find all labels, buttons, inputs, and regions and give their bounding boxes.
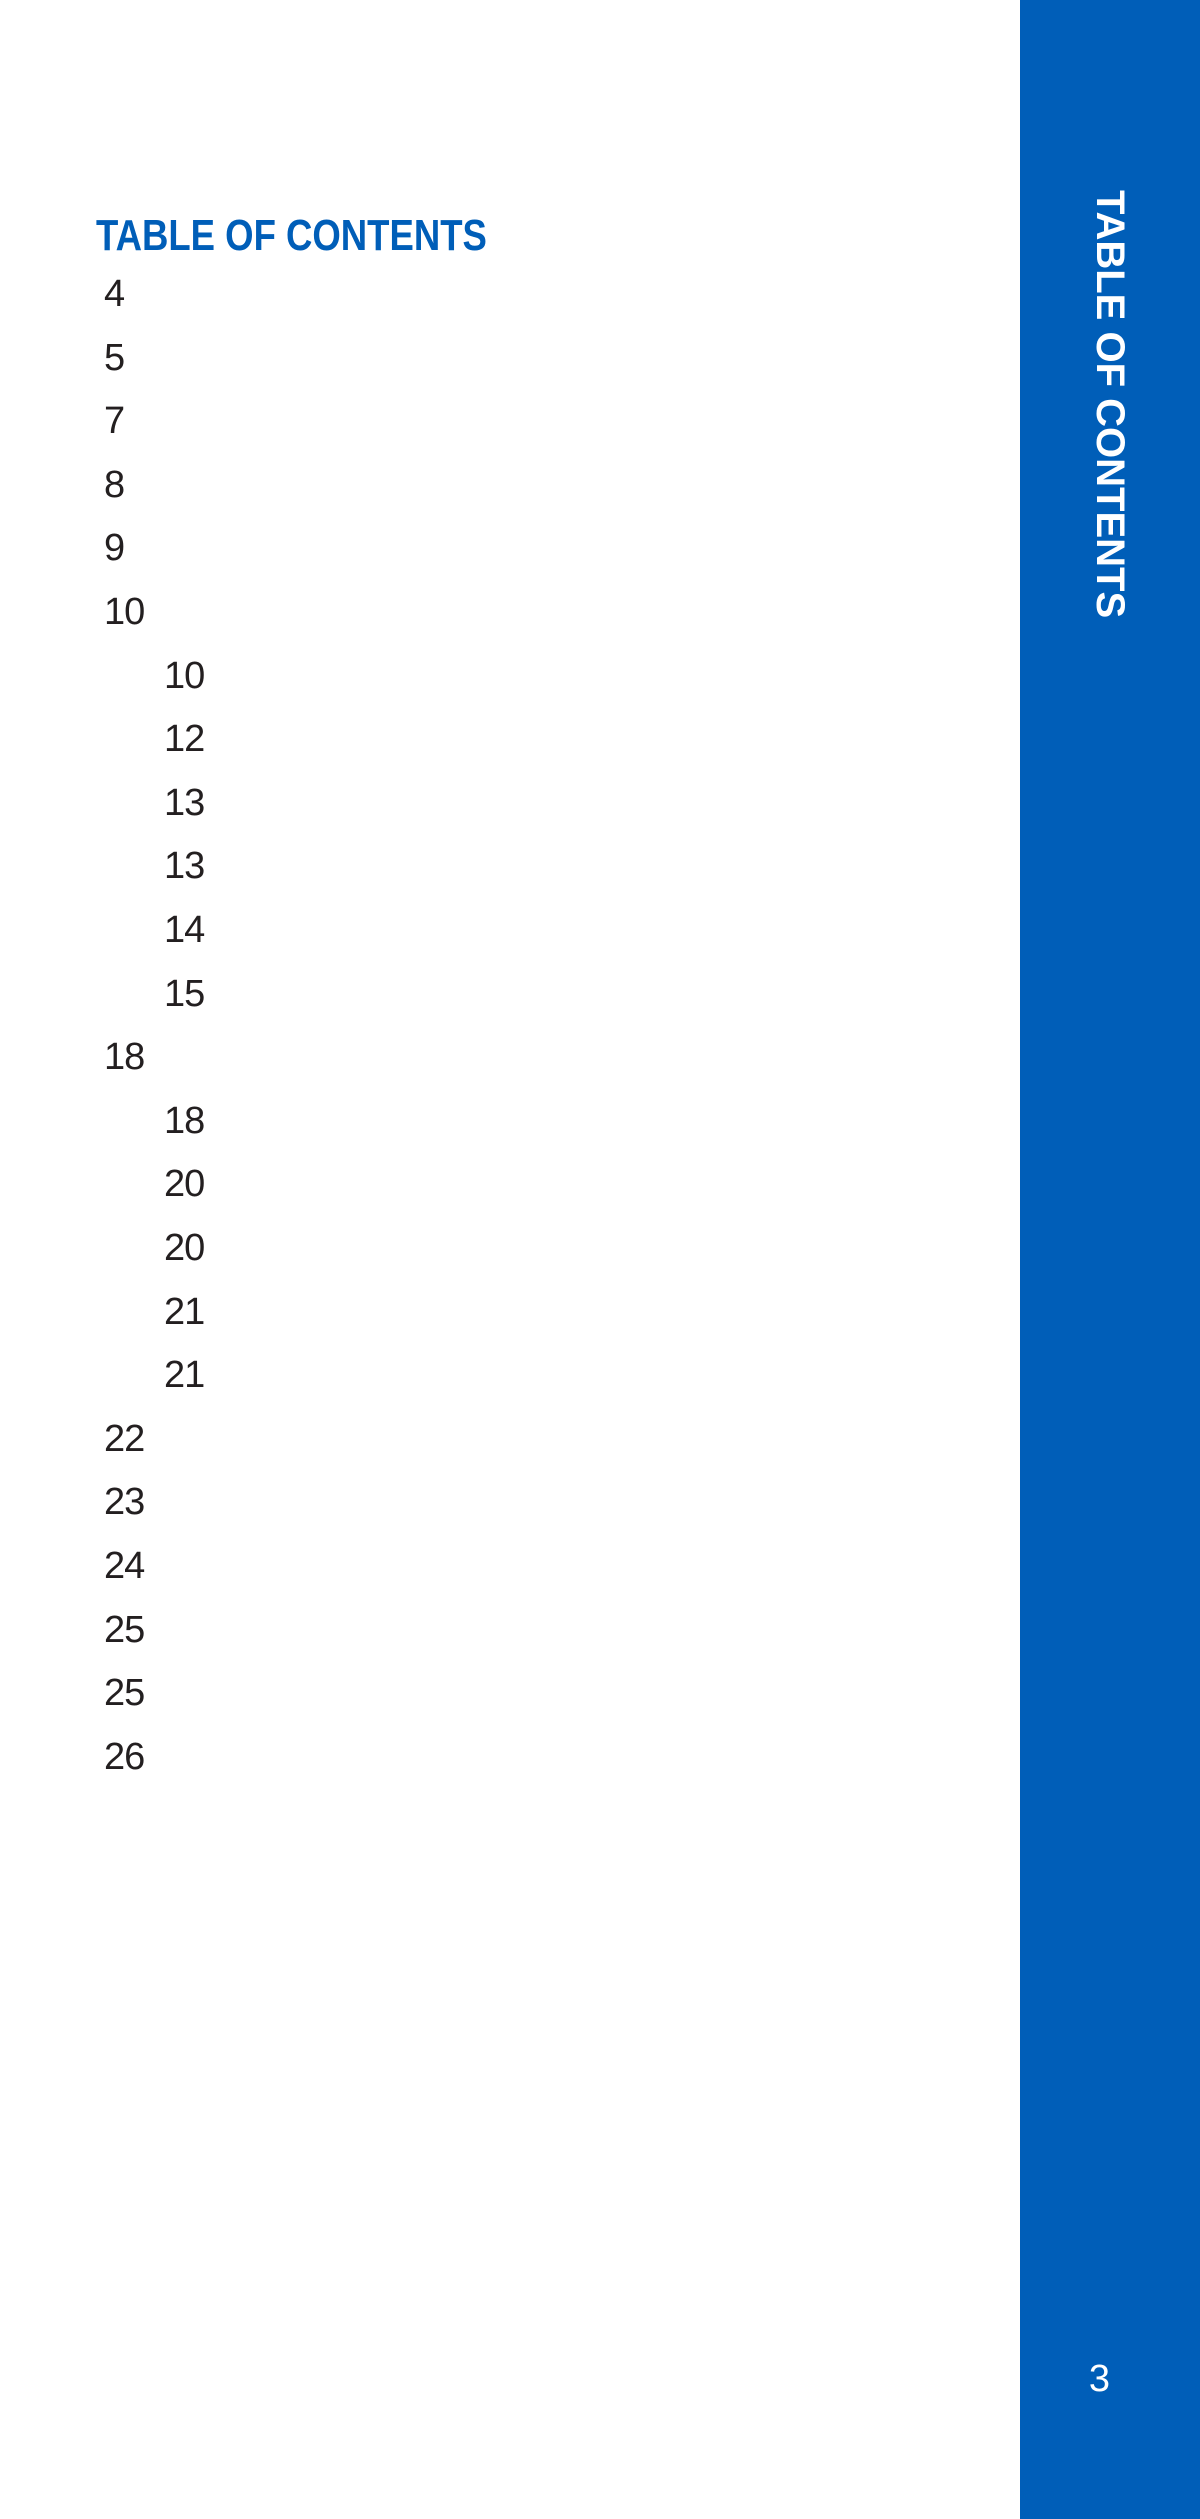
toc-entry-page: 12: [164, 718, 205, 761]
toc-entry-page: 22: [104, 1417, 145, 1460]
toc-entry-page: 18: [104, 1036, 145, 1079]
toc-entry-page: 26: [104, 1735, 145, 1778]
toc-entry-page: 20: [164, 1163, 205, 1206]
toc-entry-page: 13: [164, 781, 205, 824]
toc-entry-page: 9: [104, 527, 125, 570]
page-number: 3: [1088, 2358, 1110, 2400]
toc-entry-page: 21: [164, 1290, 205, 1333]
toc-entry-page: 5: [104, 336, 125, 379]
toc-entry-page: 21: [164, 1354, 205, 1397]
toc-entry-page: 24: [104, 1545, 145, 1587]
toc-entry-page: 25: [104, 1672, 145, 1715]
toc-entry-page: 25: [104, 1608, 145, 1651]
toc-entry-page: 20: [164, 1227, 205, 1269]
toc-entry-page: 13: [164, 845, 205, 888]
toc-entry-page: 10: [104, 591, 145, 633]
toc-entry-page: 7: [104, 400, 125, 443]
toc-entry-page: 18: [164, 1099, 205, 1142]
sidebar-title: TABLE OF CONTENTS: [1088, 190, 1132, 619]
toc-entry-page: 4: [104, 273, 125, 315]
toc-heading: TABLE OF CONTENTS: [96, 211, 487, 261]
toc-entry-page: 14: [164, 909, 205, 951]
toc-entry-page: 10: [164, 654, 205, 697]
toc-entry-page: 15: [164, 972, 205, 1015]
toc-entry-page: 23: [104, 1481, 145, 1524]
toc-entry-page: 8: [104, 463, 125, 506]
